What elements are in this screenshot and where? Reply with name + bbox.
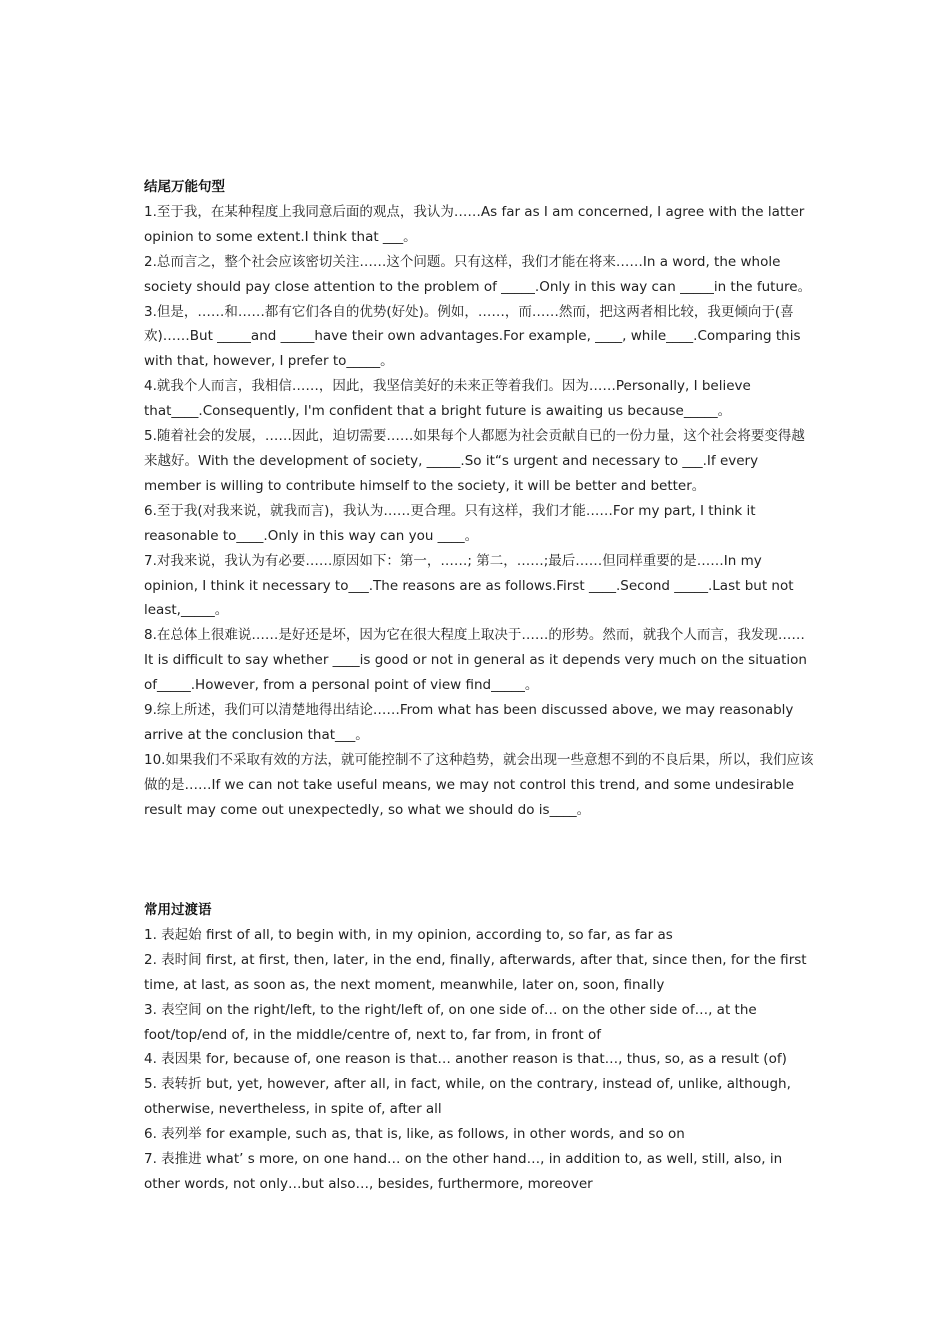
list-item: 4.就我个人而言，我相信……，因此，我坚信美好的未来正等着我们。因为……Personally, I believe that____.Consequently, I'm confident that a bright future is awaiting us because_____。	[144, 378, 756, 420]
list-item: 4. 表因果 for, because of, one reason is that… another reason is that…, thus, so, as a result (of)	[144, 1051, 787, 1068]
section-heading-transitions: 常用过渡语	[144, 902, 212, 918]
list-item: 1. 表起始 first of all, to begin with, in my opinion, according to, so far, as far as	[144, 926, 673, 943]
list-item: 2.总而言之，整个社会应该密切关注……这个问题。只有这样，我们才能在将来……In a word, the whole society should pay close attention to the problem of _____.Only in this way can _____in the future。	[144, 253, 812, 295]
list-item: 9.综上所述，我们可以清楚地得出结论……From what has been discussed above, we may reasonably arrive at the conclusion that___。	[144, 702, 798, 743]
transition-words-section	[144, 898, 814, 1197]
ending-sentence-patterns-section	[144, 175, 814, 823]
list-item: 3.但是，……和……都有它们各自的优势(好处)。例如，……，而……然而，把这两者相比较，我更倾向于(喜欢)……But _____and _____have their own advantages.For example, ____, while____.Comparing this with that, however, I prefer to_____。	[144, 303, 805, 370]
list-item: 8.在总体上很难说……是好还是坏，因为它在很大程度上取决于……的形势。然而，就我个人而言，我发现……It is difficult to say whether ____is good or not in general as it depends very much on the situation of_____.However, from a personal point of view find_____。	[144, 627, 812, 694]
list-item: 6.至于我(对我来说，就我而言)，我认为……更合理。只有这样，我们才能……For my part, I think it reasonable to____.Only in this way can you ____。	[144, 502, 760, 544]
list-item: 1.至于我，在某种程度上我同意后面的观点，我认为……As far as I am concerned, I agree with the latter opinion to some extent.I think that ___。	[144, 203, 809, 245]
list-item: 5.随着社会的发展，……因此，迫切需要……如果每个人都愿为社会贡献自已的一份力量，这个社会将要变得越来越好。With the development of society, _____.So it“s urgent and necessary to ___.If every member is willing to contribute himself to the society, it will be better and better。	[144, 428, 805, 494]
list-item: 7. 表推进 what’ s more, on one hand… on the other hand…, in addition to, as well, still, also, in other words, not only…but also…, besides, furthermore, moreover	[144, 1151, 787, 1192]
list-item: 3. 表空间 on the right/left, to the right/left of, on one side of… on the other side of…, at the foot/top/end of, in the middle/centre of, next to, far from, in front of	[144, 1001, 761, 1043]
section-heading-endings: 结尾万能句型	[144, 179, 225, 195]
list-item: 2. 表时间 first, at first, then, later, in the end, finally, afterwards, after that, since then, for the first time, at last, as soon as, the next moment, meanwhile, later on, soon, finally	[144, 951, 811, 993]
list-item: 6. 表列举 for example, such as, that is, like, as follows, in other words, and so on	[144, 1126, 685, 1143]
list-item: 10.如果我们不采取有效的方法，就可能控制不了这种趋势，就会出现一些意想不到的不良后果，所以，我们应该做的是……If we can not take useful means, we may not control this trend, and some undesirable result may come out unexpectedly, so what we should do is____。	[144, 751, 814, 818]
list-item: 5. 表转折 but, yet, however, after all, in fact, while, on the contrary, instead of, unlike, although, otherwise, nevertheless, in spite of, after all	[144, 1076, 796, 1118]
list-item: 7.对我来说，我认为有必要……原因如下：第一，……; 第二，……;最后……但同样重要的是……In my opinion, I think it necessary to___.The reasons are as follows.First ____.Second _____.Last but not least,_____。	[144, 552, 798, 619]
